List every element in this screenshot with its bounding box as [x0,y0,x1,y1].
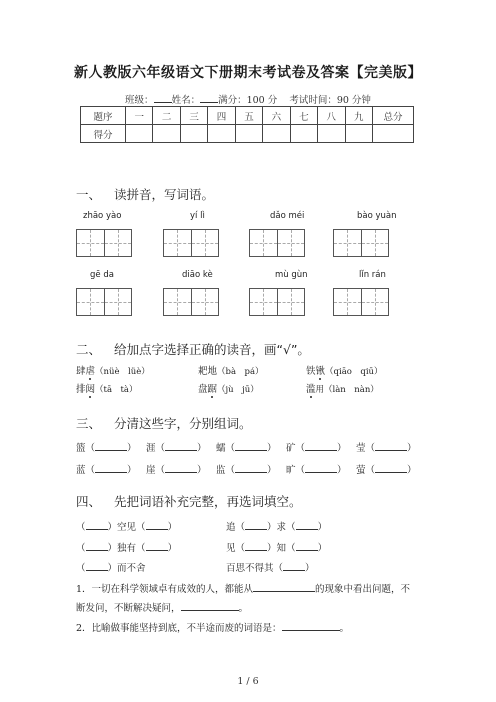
answer-blank[interactable] [245,541,267,551]
section-title: 读拼音，写词语。 [114,187,215,202]
reading-item [198,381,259,395]
answer-blank[interactable] [95,441,127,451]
char-item: 矿（ ） [286,443,347,454]
answer-blank[interactable] [165,463,197,473]
char: 涯 [146,443,156,454]
idiom-part: 追 [226,522,236,533]
answer-blank[interactable] [245,520,267,530]
score-cell: 总分 [373,107,414,125]
word-part: 排 [76,384,86,395]
question-text: 2．比喻做事能坚持到底，不半途而废的词语是： [76,623,282,634]
char-item: 监（ ） [216,465,277,476]
answer-blank[interactable] [86,561,108,571]
answer-blank[interactable] [253,582,315,592]
char-item: 莹（ ） [356,443,417,454]
pinyin-label: dǎo méi [270,211,305,221]
writing-box[interactable] [163,288,219,316]
name-blank [200,93,218,103]
answer-blank[interactable] [235,463,267,473]
char: 矿 [286,443,296,454]
idiom-part: 独有 [117,543,137,554]
score-cell: 五 [235,107,262,125]
idiom-part: 百思不得其 [226,563,274,574]
idiom-item: （ ）而不舍 [76,563,146,574]
answer-blank[interactable] [165,441,197,451]
writing-box[interactable] [333,229,389,257]
answer-blank[interactable] [146,520,168,530]
score-blank[interactable] [373,125,414,143]
writing-box[interactable] [76,229,132,257]
section-number: 一、 [76,187,102,202]
answer-blank[interactable] [305,441,337,451]
answer-blank[interactable] [375,463,407,473]
full-score: 满分：100 分 [218,95,278,106]
char: 篮 [76,443,86,454]
score-blank[interactable] [318,125,345,143]
char-item: 旷（ ） [286,465,347,476]
pinyin-label: zhāo yào [83,211,122,221]
score-cell: 四 [208,107,235,125]
pinyin-label: gē da [90,270,114,280]
page-title: 新人教版六年级语文下册期末考试卷及答案【完美版】 [74,65,422,81]
reading-options[interactable]: （qiāo qiū） [325,367,383,377]
word-part: 盘 [198,384,208,395]
idiom-item: （ ）独有（ ） [76,543,178,554]
answer-blank[interactable] [146,541,168,551]
score-cell: 得分 [81,125,126,143]
score-blank[interactable] [153,125,180,143]
score-blank[interactable] [126,125,153,143]
reading-options[interactable]: 用（làn nàn） [315,385,379,395]
score-cell: 九 [345,107,373,125]
reading-item [76,363,150,377]
char-item: 篮（ ） [76,443,137,454]
score-cell: 一 [126,107,153,125]
score-cell: 六 [263,107,290,125]
pinyin-label: lǐn rán [359,270,386,280]
idiom-item: 百思不得其（ ） [226,563,315,574]
answer-blank[interactable] [296,541,318,551]
score-value-row [81,125,414,143]
word-part: 肆 [76,366,86,377]
word-part: 耙地 [198,366,218,377]
dotted-char: 锹 [315,366,326,377]
section-2-heading [76,340,310,358]
writing-box[interactable] [249,288,305,316]
idiom-part: 空见 [117,522,137,533]
dotted-char: 虐 [85,366,96,377]
score-blank[interactable] [180,125,207,143]
reading-options[interactable]: （tā tà） [95,385,138,395]
idiom-part: 求 [276,522,287,533]
score-cell: 二 [153,107,180,125]
char: 监 [216,465,226,476]
section-number: 三、 [76,416,102,431]
char-item: 蠕（ ） [216,443,277,454]
name-label: 姓名： [171,95,201,106]
char: 萤 [356,465,366,476]
score-blank[interactable] [290,125,317,143]
answer-blank[interactable] [296,520,318,530]
idiom-part: 而不舍 [117,563,146,574]
score-blank[interactable] [235,125,262,143]
pinyin-label: mù gùn [275,270,308,280]
page-number: 1 / 6 [237,676,259,687]
dotted-char: 踞 [207,384,218,395]
score-blank[interactable] [263,125,290,143]
reading-options[interactable]: （nüè lüè） [95,367,150,377]
char: 崖 [146,465,156,476]
question-1 [76,581,410,595]
score-table [80,106,414,143]
section-title: 分清这些字，分别组词。 [114,416,252,431]
answer-blank[interactable] [95,463,127,473]
word-part: 铁 [306,366,316,377]
dotted-char: 闼 [85,384,96,395]
class-blank [154,93,172,103]
section-4-heading [76,492,302,510]
answer-blank[interactable] [283,561,305,571]
exam-time: 考试时间：90 分钟 [289,95,371,106]
exam-info [0,92,496,106]
score-header-row [81,107,414,125]
char: 蠕 [216,443,226,454]
reading-item [306,363,383,377]
writing-box[interactable] [333,288,389,316]
section-title: 给加点字选择正确的读音，画“√”。 [114,342,310,357]
answer-blank[interactable] [305,463,337,473]
reading-item [76,381,138,395]
answer-blank[interactable] [86,541,108,551]
reading-options[interactable]: （bà pá） [217,367,264,377]
section-1-heading [76,185,214,203]
section-number: 四、 [76,494,102,509]
section-title: 先把词语补充完整，再选词填空。 [114,494,302,509]
pinyin-label: bào yuàn [357,211,397,221]
char-item: 蓝（ ） [76,465,137,476]
score-cell: 三 [180,107,207,125]
answer-blank[interactable] [86,520,108,530]
question-1-cont: 断发问，不断解决疑问， 。 [76,603,249,614]
answer-blank[interactable] [282,621,340,631]
char: 旷 [286,465,296,476]
idiom-item: 见（ ）知（ ） [226,543,328,554]
reading-item [306,381,379,395]
question-text: 断发问，不断解决疑问， [76,603,181,614]
char: 莹 [356,443,366,454]
score-blank[interactable] [345,125,373,143]
reading-options[interactable]: （jù jū） [217,385,259,395]
score-cell: 七 [290,107,317,125]
question-2: 2．比喻做事能坚持到底，不半途而废的词语是： 。 [76,623,350,634]
writing-box[interactable] [76,288,132,316]
writing-box[interactable] [249,229,305,257]
class-label: 班级： [125,95,154,106]
idiom-part: 见 [226,543,236,554]
score-cell: 题序 [81,107,126,125]
section-3-heading [76,414,252,432]
char: 蓝 [76,465,86,476]
idiom-item: （ ）空见（ ） [76,522,178,533]
pinyin-label: diāo kè [182,270,213,280]
char-item: 涯（ ） [146,443,207,454]
question-text: 1．一切在科学领域卓有成效的人，都能从 [76,584,254,595]
answer-blank[interactable] [375,441,407,451]
writing-box[interactable] [163,229,219,257]
reading-item [198,363,264,377]
pinyin-label: yí lì [190,211,205,221]
char-item: 萤（ ） [356,465,417,476]
idiom-item: 追（ ）求（ ） [226,522,328,533]
answer-blank[interactable] [181,601,239,611]
dotted-char: 滥 [306,384,316,395]
answer-blank[interactable] [235,441,267,451]
char-item: 崖（ ） [146,465,207,476]
score-blank[interactable] [208,125,235,143]
section-number: 二、 [76,342,102,357]
idiom-part: 知 [276,543,287,554]
score-cell: 八 [318,107,345,125]
question-text: 的现象中看出问题，不 [315,584,411,595]
